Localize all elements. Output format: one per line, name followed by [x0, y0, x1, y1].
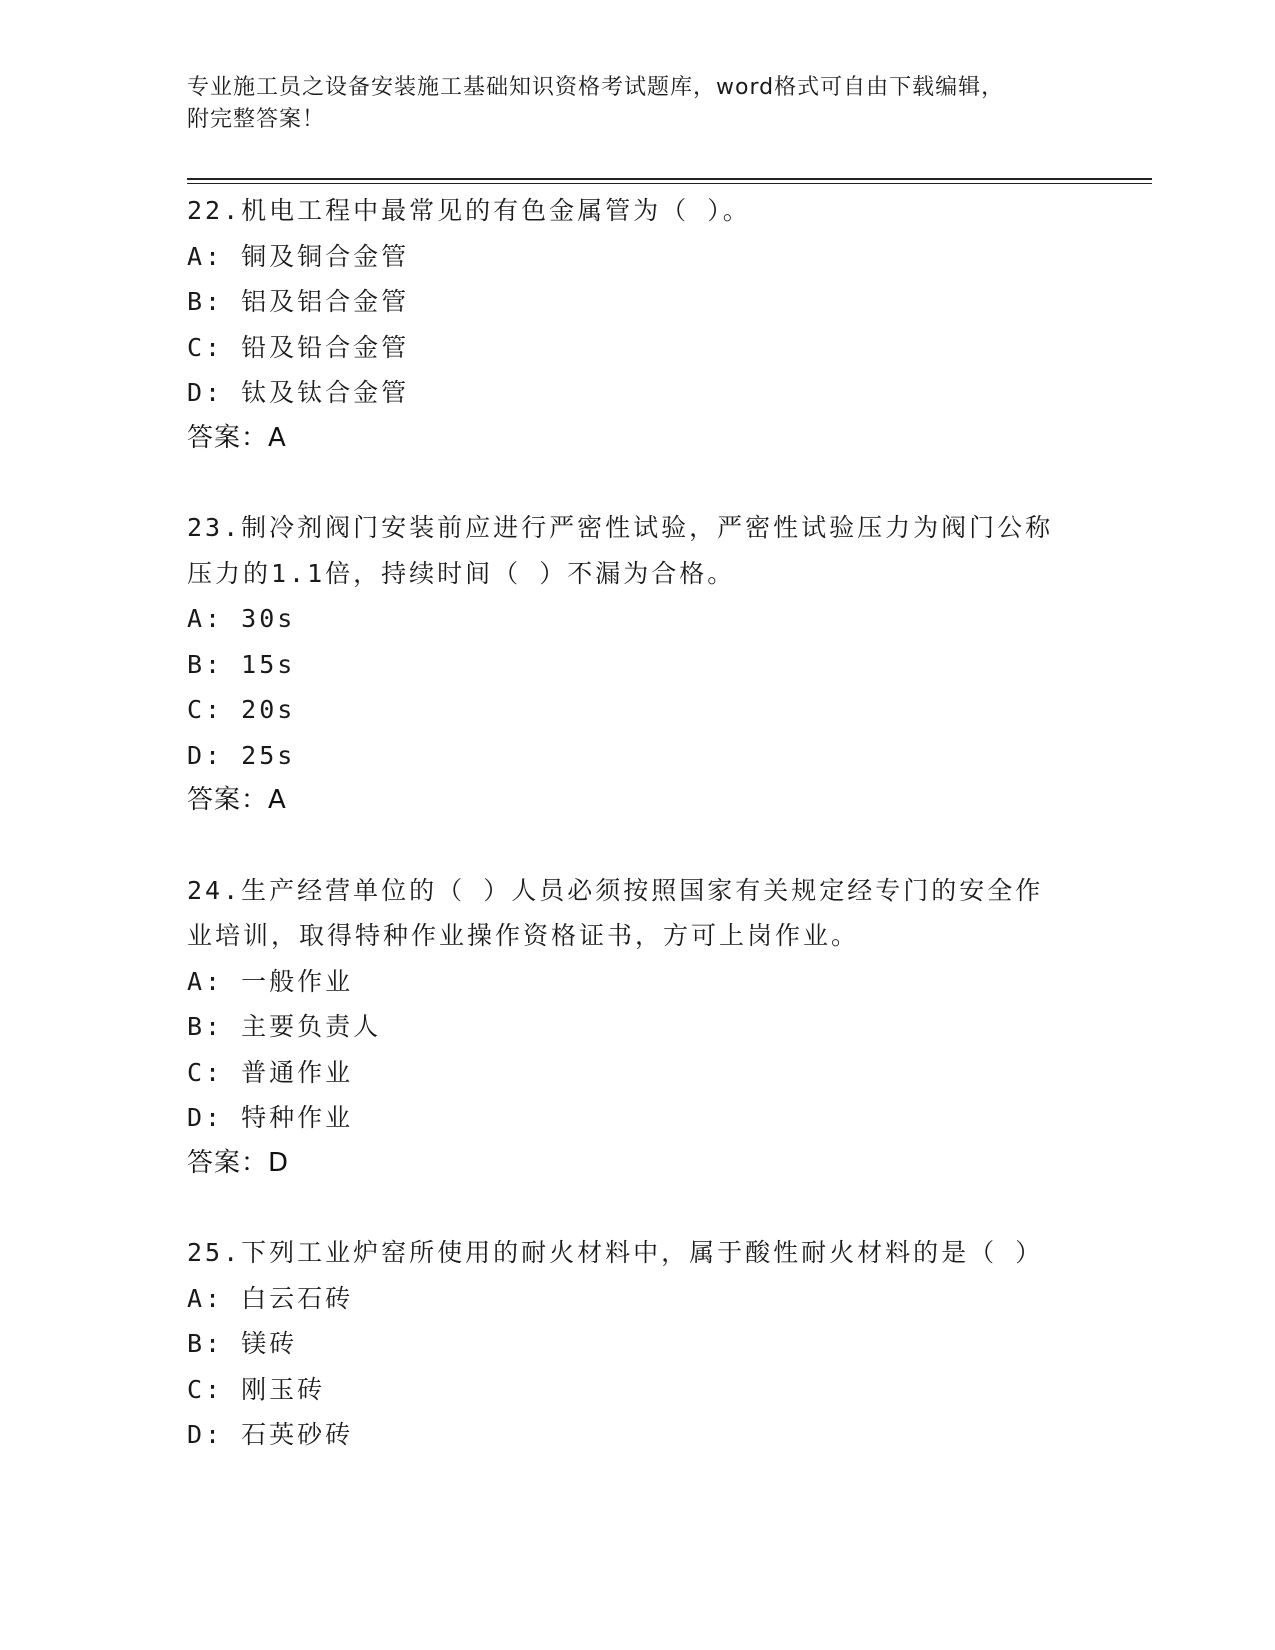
header-divider-thick — [187, 178, 1152, 180]
header-line-1: 专业施工员之设备安装施工基础知识资格考试题库，word格式可自由下载编辑， — [187, 75, 1005, 100]
document-header — [187, 72, 1087, 136]
option-a: A: 白云石砖 — [187, 1283, 354, 1313]
question-stem: 25.下列工业炉窑所使用的耐火材料中，属于酸性耐火材料的是（ ） — [187, 1238, 1044, 1267]
option-b: B: 主要负责人 — [187, 1012, 382, 1041]
answer: 答案：D — [187, 1147, 290, 1178]
option-d: D: 石英砂砖 — [187, 1420, 354, 1449]
question-list — [187, 188, 1087, 1458]
header-divider-thin — [187, 183, 1152, 184]
option-c: C: 普通作业 — [187, 1057, 354, 1087]
option-c: C: 刚玉砖 — [187, 1374, 326, 1404]
option-d: D: 钛及钛合金管 — [187, 378, 410, 407]
option-b: B: 镁砖 — [187, 1329, 298, 1358]
answer: 答案：A — [187, 785, 287, 815]
option-b: B: 铝及铝合金管 — [187, 287, 410, 316]
option-d: D: 25s — [187, 740, 296, 770]
option-c: C: 铅及铅合金管 — [187, 332, 410, 362]
question-stem-continued: 压力的1.1倍，持续时间（ ）不漏为合格。 — [187, 558, 736, 588]
question-stem-continued: 业培训，取得特种作业操作资格证书，方可上岗作业。 — [187, 921, 860, 950]
option-b: B: 15s — [187, 649, 296, 679]
question-stem: 22.机电工程中最常见的有色金属管为（ ）。 — [187, 196, 751, 225]
option-a: A: 一般作业 — [187, 966, 354, 996]
option-a: A: 30s — [187, 604, 296, 633]
question-stem: 23.制冷剂阀门安装前应进行严密性试验，严密性试验压力为阀门公称 — [187, 513, 1054, 542]
question-stem: 24.生产经营单位的（ ）人员必须按照国家有关规定经专门的安全作 — [187, 875, 1044, 905]
question-24 — [187, 868, 1087, 1187]
answer: 答案：A — [187, 422, 287, 453]
option-a: A: 铜及铜合金管 — [187, 241, 410, 271]
header-line-2: 附完整答案！ — [187, 107, 326, 132]
question-22 — [187, 188, 1087, 461]
question-25 — [187, 1230, 1087, 1458]
question-23 — [187, 505, 1087, 824]
option-d: D: 特种作业 — [187, 1103, 354, 1132]
option-c: C: 20s — [187, 695, 296, 724]
